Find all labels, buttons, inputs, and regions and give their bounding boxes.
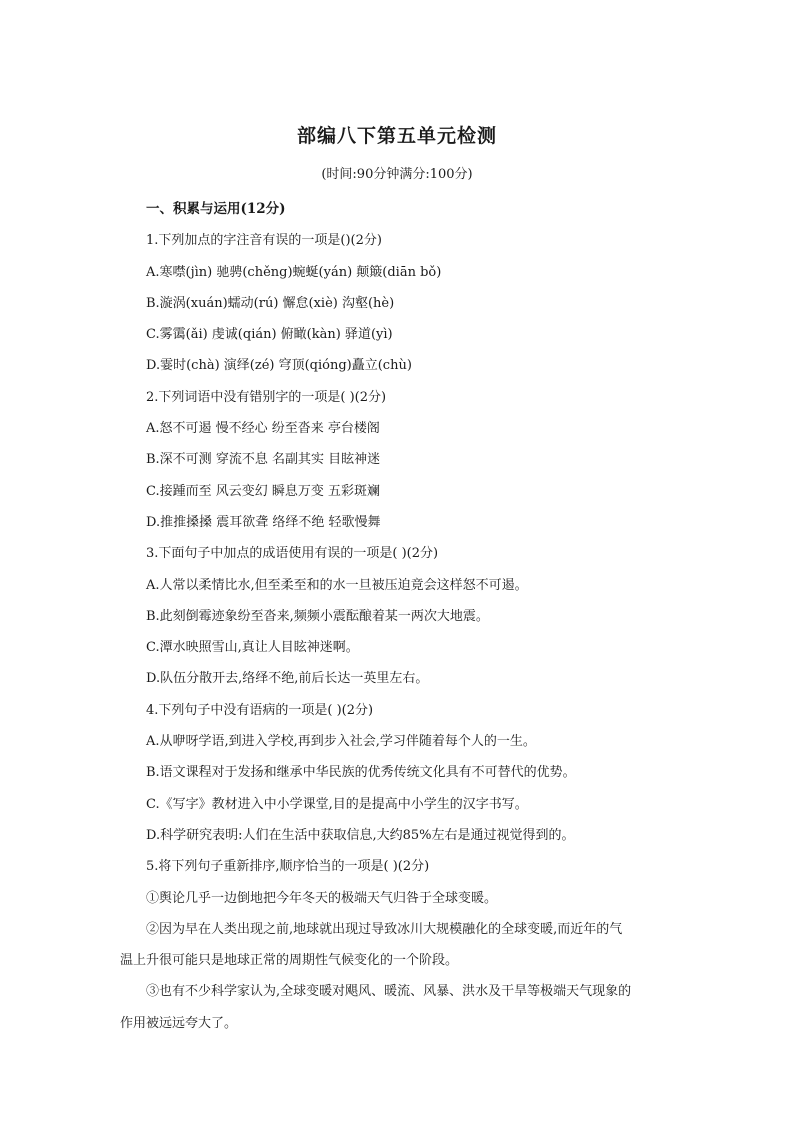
- question-stem: 3.下面句子中加点的成语使用有误的一项是( )(2分): [146, 546, 439, 562]
- answer-option: C.雾霭(ǎi) 虔诚(qián) 俯瞰(kàn) 驿道(yì): [146, 327, 393, 343]
- exam-time-info: (时间:90分钟满分:100分): [321, 167, 473, 182]
- question-stem: 2.下列词语中没有错别字的一项是( )(2分): [146, 389, 387, 405]
- question-list: [120, 225, 680, 1039]
- answer-option: A.寒噤(jìn) 驰骋(chěng)蜿蜒(yán) 颠簸(diān bǒ): [146, 264, 442, 280]
- answer-option: B.深不可测 穿流不息 名副其实 目眩神迷: [146, 452, 381, 468]
- passage-line: ②因为早在人类出现之前,地球就出现过导致冰川大规模融化的全球变暖,而近年的气: [146, 921, 623, 937]
- passage-line: ③也有不少科学家认为,全球变暖对飓风、暖流、风暴、洪水及干旱等极端天气现象的: [146, 984, 632, 1000]
- exam-content: [120, 194, 680, 1039]
- question-stem: 1.下列加点的字注音有误的一项是()(2分): [146, 233, 382, 249]
- section-heading: 一、积累与运用(12分): [146, 201, 286, 217]
- answer-option: D.科学研究表明:人们在生活中获取信息,大约85%左右是通过视觉得到的。: [146, 827, 575, 843]
- answer-option: D.队伍分散开去,络绎不绝,前后长达一英里左右。: [146, 671, 429, 687]
- passage-line: ①舆论几乎一边倒地把今年冬天的极端天气归咎于全球变暖。: [146, 890, 498, 906]
- answer-option: D.推推搡搡 震耳欲聋 络绎不绝 轻歌慢舞: [146, 514, 381, 530]
- question-stem: 5.将下列句子重新排序,顺序恰当的一项是( )(2分): [146, 859, 430, 875]
- answer-option: C.潭水映照雪山,真让人目眩神迷啊。: [146, 640, 359, 656]
- answer-option: D.霎时(chà) 演绎(zé) 穹顶(qióng)矗立(chù): [146, 358, 412, 374]
- passage-line: 作用被远远夸大了。: [120, 1015, 238, 1031]
- question-stem: 4.下列句子中没有语病的一项是( )(2分): [146, 702, 374, 718]
- passage-line: 温上升很可能只是地球正常的周期性气候变化的一个阶段。: [120, 953, 459, 969]
- answer-option: A.从咿呀学语,到进入学校,再到步入社会,学习伴随着每个人的一生。: [146, 734, 536, 750]
- answer-option: C.接踵而至 风云变幻 瞬息万变 五彩斑斓: [146, 483, 381, 499]
- page-title: 部编八下第五单元检测: [296, 125, 497, 147]
- answer-option: A.人常以柔情比水,但至柔至和的水一旦被压迫竟会这样怒不可遏。: [146, 577, 528, 593]
- answer-option: B.此刻倒霉迹象纷至沓来,频频小震酝酿着某一两次大地震。: [146, 608, 489, 624]
- answer-option: B.漩涡(xuán)蠕动(rú) 懈怠(xiè) 沟壑(hè): [146, 295, 395, 311]
- answer-option: C.《写字》教材进入中小学课堂,目的是提高中小学生的汉字书写。: [146, 796, 528, 812]
- answer-option: A.怒不可遏 慢不经心 纷至沓来 亭台楼阁: [146, 421, 380, 437]
- answer-option: B.语文课程对于发扬和继承中华民族的优秀传统文化具有不可替代的优势。: [146, 765, 576, 781]
